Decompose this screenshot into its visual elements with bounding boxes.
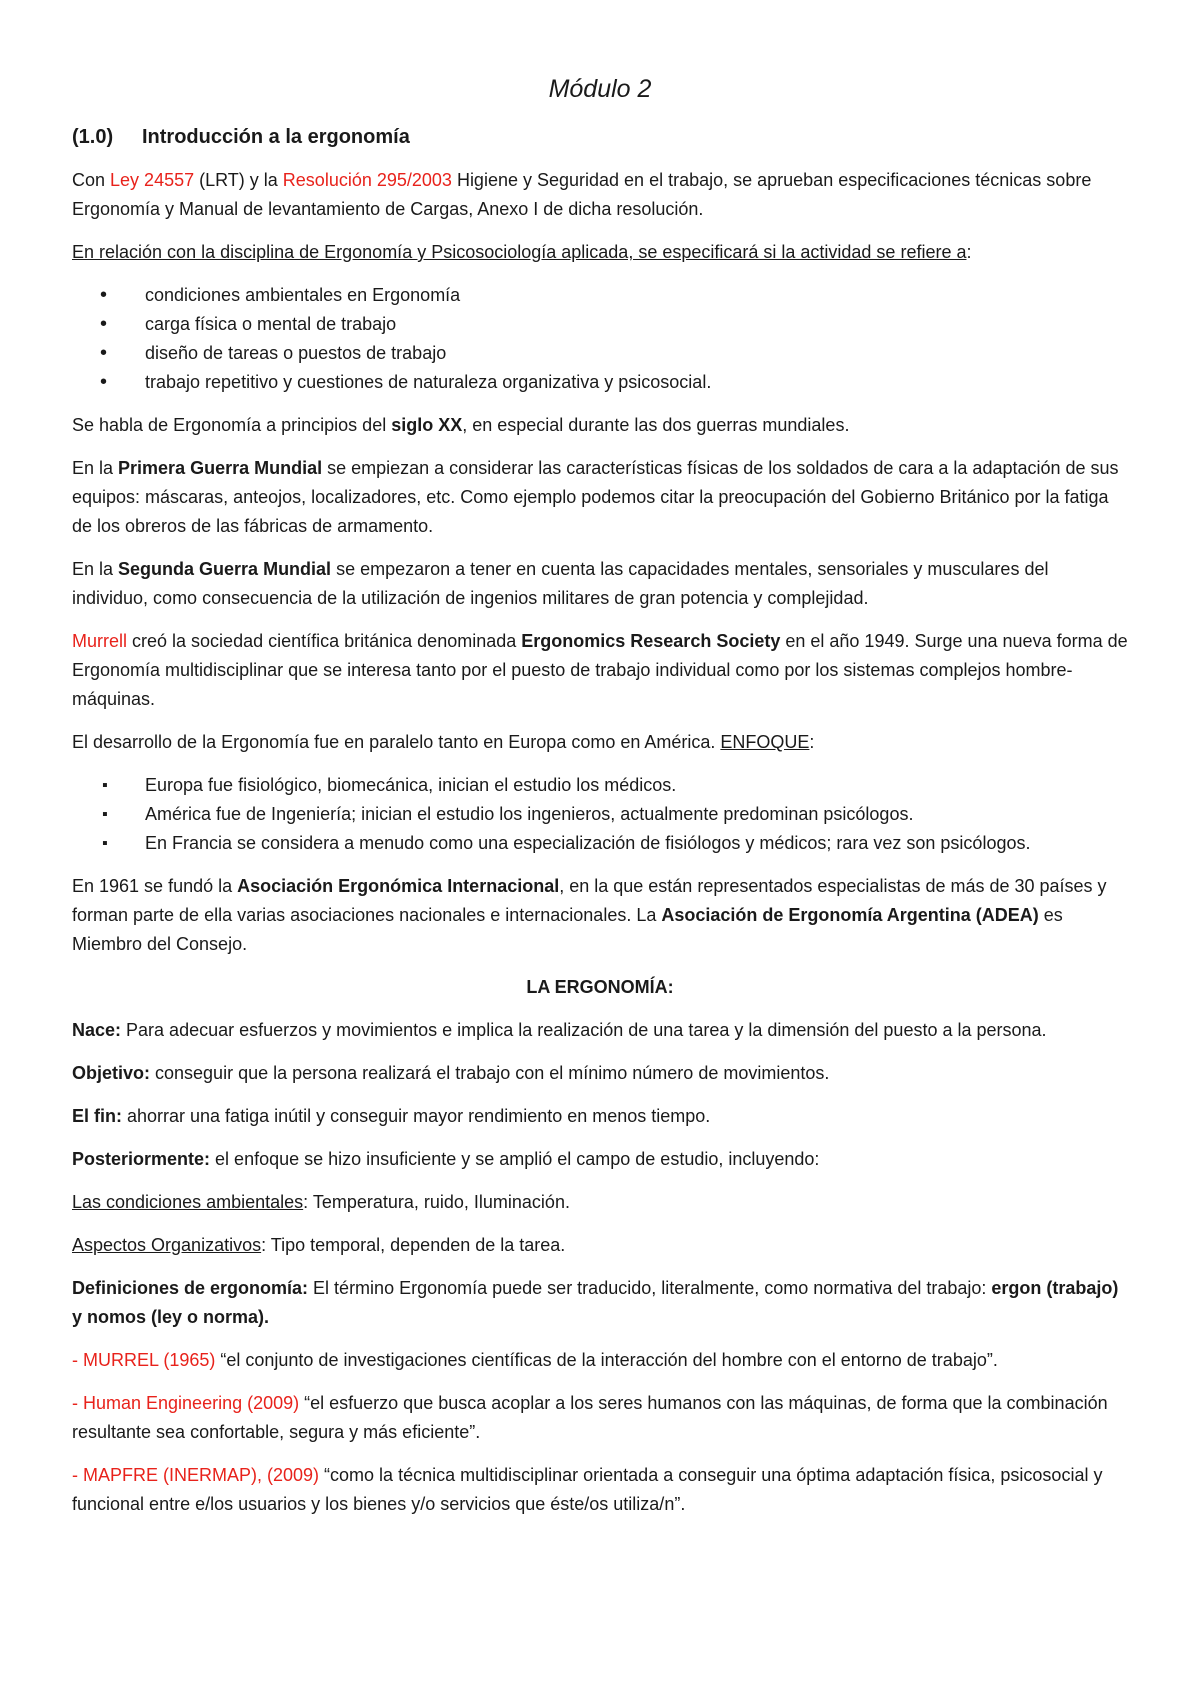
paragraph-murrell: [72, 627, 1128, 714]
bold-text: Asociación Ergonómica Internacional: [237, 876, 560, 896]
list-item: ▪ Europa fue fisiológico, biomecánica, inician el estudio los médicos.: [72, 771, 1128, 800]
text: se empezaron a tener en cuenta las capacidades mentales, sensoriales y musculares del individuo, como consecuencia de la utilización de ingenios militares de gran potencia y complejidad.: [72, 559, 1049, 608]
paragraph-fin: [72, 1102, 1128, 1131]
section-heading: [72, 122, 1128, 152]
text: es Miembro del Consejo.: [72, 905, 1063, 954]
bold-label: Definiciones de ergonomía:: [72, 1278, 309, 1298]
text: , en la que están representados especialistas de más de 30 países y forman parte de ella varias asociaciones nacionales e internacionales. La: [72, 876, 1107, 925]
paragraph-posteriormente: [72, 1145, 1128, 1174]
paragraph-siglo: [72, 411, 1128, 440]
paragraph-law: [72, 166, 1128, 224]
paragraph-condiciones: [72, 1188, 1128, 1217]
text: en el año 1949. Surge una nueva forma de Ergonomía multidisciplinar que se interesa tanto por el puesto de trabajo individual como por los sistemas complejos hombre-máquinas.: [72, 631, 1128, 709]
activity-list: [72, 281, 1128, 397]
text: Se habla de Ergonomía a principios del: [72, 415, 392, 435]
underlined-text: ENFOQUE: [720, 732, 810, 752]
bold-label: El fin:: [72, 1106, 122, 1126]
text: ahorrar una fatiga inútil y conseguir mayor rendimiento en menos tiempo.: [122, 1106, 711, 1126]
list-item: ▪ En Francia se considera a menudo como una especialización de fisiólogos y médicos; rara vez son psicólogos.: [72, 829, 1128, 858]
text: En 1961 se fundó la: [72, 876, 238, 896]
text: el enfoque se hizo insuficiente y se amplió el campo de estudio, incluyendo:: [210, 1149, 820, 1169]
heading-text: Introducción a la ergonomía: [142, 126, 410, 148]
text: El desarrollo de la Ergonomía fue en paralelo tanto en Europa como en América.: [72, 732, 721, 752]
definition-human-engineering: [72, 1389, 1128, 1447]
list-item: • trabajo repetitivo y cuestiones de naturaleza organizativa y psicosocial.: [72, 368, 1128, 397]
page-title: Módulo 2: [548, 75, 652, 103]
text: En la: [72, 559, 119, 579]
underlined-label: Las condiciones ambientales: [72, 1192, 304, 1212]
list-item: • condiciones ambientales en Ergonomía: [72, 281, 1128, 310]
text: , en especial durante las dos guerras mundiales.: [462, 415, 850, 435]
bold-text: Asociación de Ergonomía Argentina (ADEA): [661, 905, 1039, 925]
list-item: • diseño de tareas o puestos de trabajo: [72, 339, 1128, 368]
text: Con: [72, 170, 111, 190]
bold-text: Segunda Guerra Mundial: [118, 559, 332, 579]
red-text: Murrell: [72, 631, 128, 651]
paragraph-segunda-guerra: [72, 555, 1128, 613]
paragraph-definiciones: [72, 1274, 1128, 1332]
bold-text: siglo XX: [391, 415, 463, 435]
text: Para adecuar esfuerzos y movimientos e implica la realización de una tarea y la dimensión del puesto a la persona.: [121, 1020, 1047, 1040]
text: “el conjunto de investigaciones científicas de la interacción del hombre con el entorno de trabajo”.: [215, 1350, 998, 1370]
bold-label: Objetivo:: [72, 1063, 151, 1083]
text: En la: [72, 458, 119, 478]
text: se empiezan a considerar las características físicas de los soldados de cara a la adaptación de sus equipos: máscaras, anteojos, localizadores, etc. Como ejemplo podemos citar la preocupación del Gobierno Británico por la fatiga de los obreros de las fábricas de armamento.: [72, 458, 1119, 536]
paragraph-asociacion: [72, 872, 1128, 959]
underlined-label: Aspectos Organizativos: [72, 1235, 262, 1255]
paragraph-nace: [72, 1016, 1128, 1045]
text: : Temperatura, ruido, Iluminación.: [303, 1192, 570, 1212]
bold-label: Nace:: [72, 1020, 122, 1040]
text: (LRT) y la: [194, 170, 283, 190]
enfoque-list: [72, 771, 1128, 858]
paragraph-primera-guerra: [72, 454, 1128, 541]
paragraph-desarrollo: [72, 728, 1128, 757]
text: :: [809, 732, 815, 752]
bold-label: Posteriormente:: [72, 1149, 211, 1169]
paragraph-aspectos: [72, 1231, 1128, 1260]
heading-number: (1.0): [72, 126, 114, 148]
text: “como la técnica multidisciplinar orientada a conseguir una óptima adaptación física, psicosocial y funcional entre e/los usuarios y los bienes y/o servicios que éste/os utiliza/n”.: [72, 1465, 1103, 1514]
red-text: - Human Engineering (2009): [72, 1393, 300, 1413]
text: conseguir que la persona realizará el trabajo con el mínimo número de movimientos.: [150, 1063, 830, 1083]
list-item: ▪ América fue de Ingeniería; inician el estudio los ingenieros, actualmente predominan psicólogos.: [72, 800, 1128, 829]
red-text: - MAPFRE (INERMAP), (2009): [72, 1465, 320, 1485]
bold-text: Ergonomics Research Society: [521, 631, 781, 651]
definition-mapfre: [72, 1461, 1128, 1519]
list-item: • carga física o mental de trabajo: [72, 310, 1128, 339]
text: “el esfuerzo que busca acoplar a los seres humanos con las máquinas, de forma que la combinación resultante sea confortable, segura y más eficiente”.: [72, 1393, 1108, 1442]
text: El término Ergonomía puede ser traducido, literalmente, como normativa del trabajo:: [308, 1278, 992, 1298]
paragraph-discipline: [72, 238, 1128, 267]
section-title: LA ERGONOMÍA:: [526, 977, 674, 997]
law-reference: Ley 24557: [110, 170, 195, 190]
red-text: - MURREL (1965): [72, 1350, 216, 1370]
text: :: [966, 242, 972, 262]
definition-murrel: [72, 1346, 1128, 1375]
text: Higiene y Seguridad en el trabajo, se aprueban especificaciones técnicas sobre Ergonomía y Manual de levantamiento de Cargas, Anexo I de dicha resolución.: [72, 170, 1092, 219]
text: : Tipo temporal, dependen de la tarea.: [261, 1235, 566, 1255]
underlined-text: En relación con la disciplina de Ergonomía y Psicosociología aplicada, se especificará si la actividad se refiere a: [72, 242, 967, 262]
paragraph-objetivo: [72, 1059, 1128, 1088]
bold-text: ergon (trabajo) y nomos (ley o norma).: [72, 1278, 1119, 1327]
resolution-reference: Resolución 295/2003: [282, 170, 452, 190]
text: creó la sociedad científica británica denominada: [127, 631, 522, 651]
bold-text: Primera Guerra Mundial: [118, 458, 323, 478]
